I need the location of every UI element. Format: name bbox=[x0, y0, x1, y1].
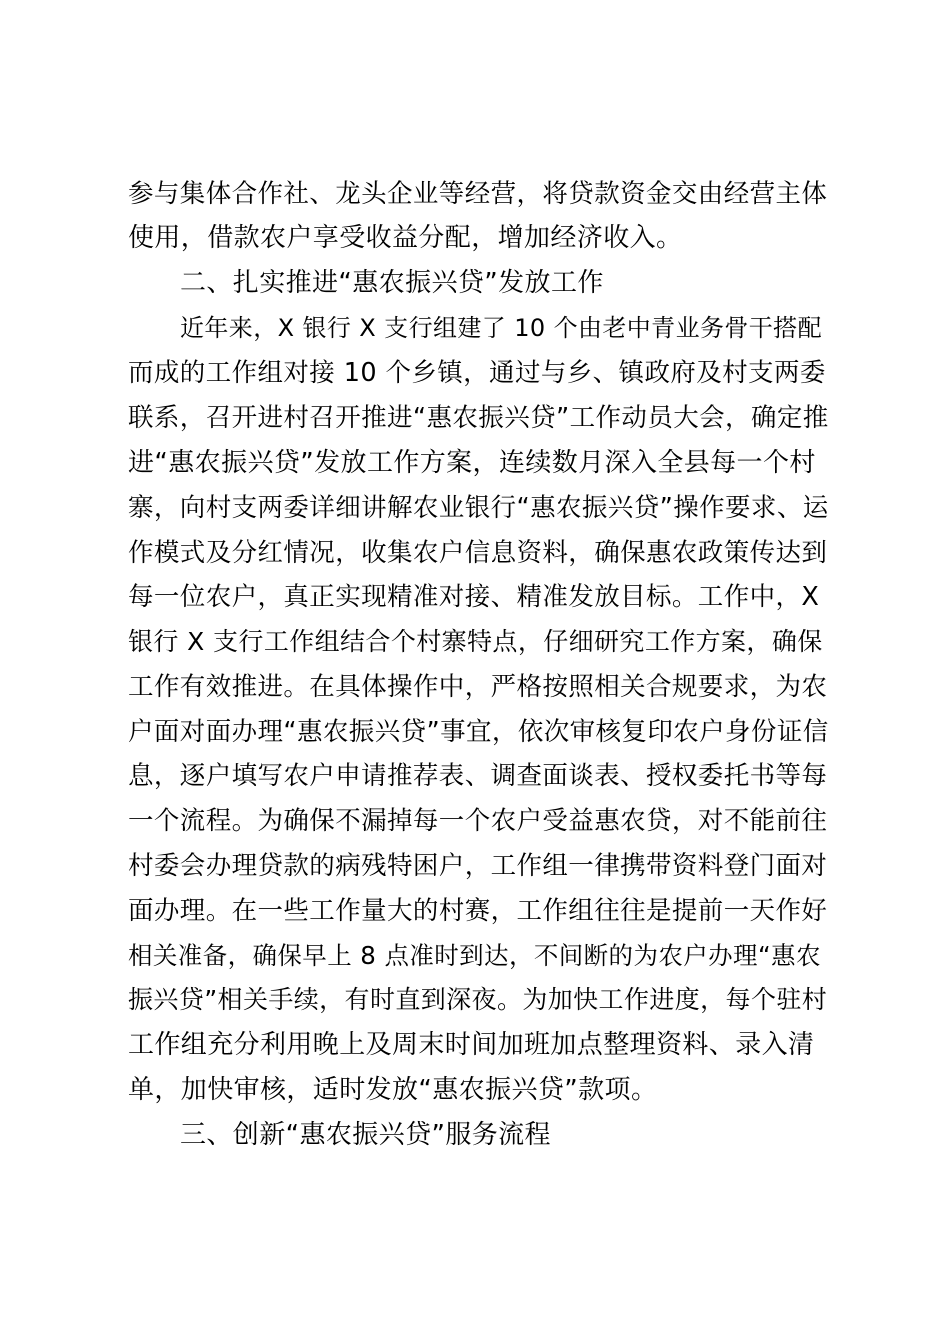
text-line: 而成的工作组对接 10 个乡镇，通过与乡、镇政府及村支两委 bbox=[128, 358, 826, 388]
text-line: 单，加快审核，适时发放“惠农振兴贷”款项。 bbox=[128, 1075, 658, 1105]
text-line: 息，逐户填写农户申请推荐表、调查面谈表、授权委托书等每 bbox=[128, 761, 828, 791]
text-line: 村委会办理贷款的病残特困户，工作组一律携带资料登门面对 bbox=[128, 851, 828, 881]
text-line: 户面对面办理“惠农振兴贷”事宜，依次审核复印农户身份证信 bbox=[128, 717, 829, 747]
section-heading-3: 三、创新“惠农振兴贷”服务流程 bbox=[180, 1120, 551, 1150]
text-line: 振兴贷”相关手续，有时直到深夜。为加快工作进度，每个驻村 bbox=[128, 985, 828, 1014]
text-line: 作模式及分红情况，收集农户信息资料，确保惠农政策传达到 bbox=[128, 538, 828, 568]
text-line: 相关准备，确保早上 8 点准时到达，不间断的为农户办理“惠农 bbox=[128, 941, 821, 970]
text-line: 面办理。在一些工作量大的村赛，工作组往往是提前一天作好 bbox=[128, 896, 828, 926]
section-heading-2: 二、扎实推进“惠农振兴贷”发放工作 bbox=[180, 268, 604, 298]
text-line: 寨，向村支两委详细讲解农业银行“惠农振兴贷”操作要求、运 bbox=[128, 493, 829, 523]
text-line: 工作有效推进。在具体操作中，严格按照相关合规要求，为农 bbox=[128, 672, 828, 702]
text-line: 每一位农户，真正实现精准对接、精准发放目标。工作中，X bbox=[128, 582, 820, 612]
text-line: 使用，借款农户享受收益分配，增加经济收入。 bbox=[128, 223, 683, 253]
text-line: 银行 X 支行工作组结合个村寨特点，仔细研究工作方案，确保 bbox=[128, 627, 823, 656]
text-line: 参与集体合作社、龙头企业等经营，将贷款资金交由经营主体 bbox=[128, 179, 828, 209]
text-line: 一个流程。为确保不漏掉每一个农户受益惠农贷，对不能前往 bbox=[128, 806, 828, 836]
text-line: 近年来，X 银行 X 支行组建了 10 个由老中青业务骨干搭配 bbox=[180, 314, 822, 342]
text-line: 进“惠农振兴贷”发放工作方案，连续数月深入全县每一个村 bbox=[128, 448, 816, 478]
text-line: 联系，召开进村召开推进“惠农振兴贷”工作动员大会，确定推 bbox=[128, 403, 829, 433]
text-line: 工作组充分利用晚上及周末时间加班加点整理资料、录入清 bbox=[128, 1030, 815, 1060]
